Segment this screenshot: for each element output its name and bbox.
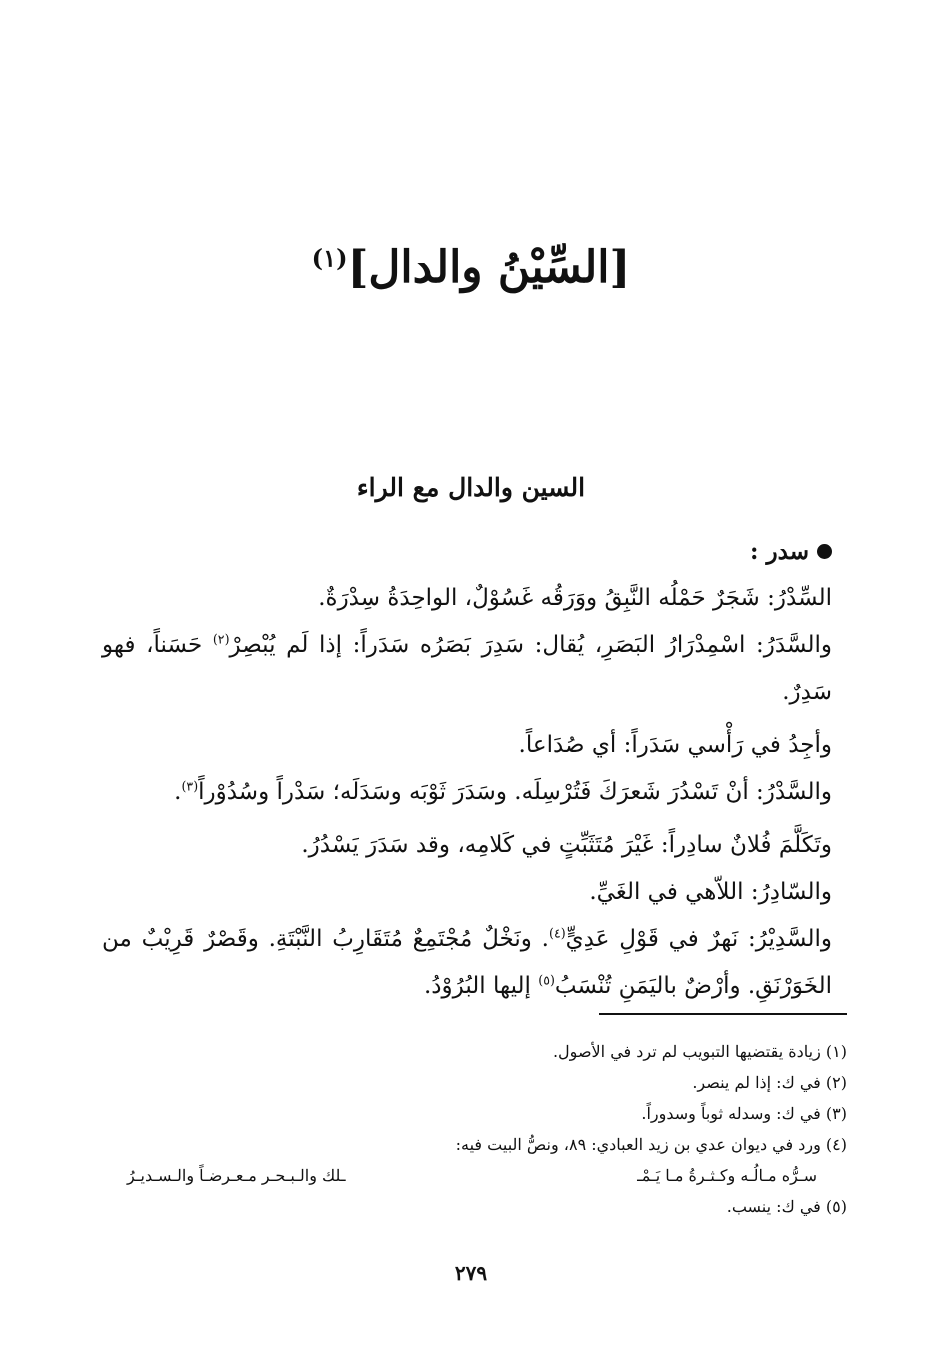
footnote: (٢) في ك: إذا لم ينصر.	[692, 1073, 847, 1092]
paragraph	[102, 822, 832, 869]
paragraph	[102, 722, 832, 769]
paragraph	[102, 622, 832, 716]
footnote: (١) زيادة يقتضيها التبويب لم ترد في الأصول.	[552, 1042, 847, 1061]
paragraph	[102, 769, 832, 816]
entry-headword: سدر :	[750, 538, 809, 565]
section-heading: السين والدال مع الراء	[356, 473, 586, 502]
paragraph-text: والسَّدِيْرُ: نَهرٌ في قَوْلِ عَدِيٍّ	[565, 926, 832, 952]
paragraph-text: حَسَناً، فهو سَدِرٌ.	[102, 632, 832, 705]
chapter-title-text: [السِّيْنُ والدال]	[347, 242, 631, 293]
verse-second-hemistich: ـلك والـبـحـر مـعـرضـاً والـسـديـرُ	[127, 1166, 346, 1185]
paragraph-text: والسَّدْرُ: أنْ تَسْدُرَ شَعرَكَ فَتُرْسِلَه. وسَدَرَ ثَوْبَه وسَدَلَه؛ سَدْراً وسُدُوْراً	[198, 779, 832, 805]
footnote-ref: (٣)	[181, 778, 199, 794]
verse-first-hemistich: سـرُّه مـالُـه وكـثـرةُ مـا يَـمْـ	[637, 1166, 817, 1185]
footnote-divider	[599, 1013, 847, 1015]
page-number: ٢٧٩	[454, 1261, 488, 1285]
footnote: (٤) ورد في ديوان عدي بن زيد العبادي: ٨٩، ونصُّ البيت فيه:	[455, 1135, 847, 1154]
chapter-title	[0, 238, 942, 298]
dictionary-entry	[102, 528, 832, 1010]
entry-headword-line	[102, 528, 832, 575]
bullet-icon	[817, 544, 832, 559]
paragraph	[102, 575, 832, 622]
paragraph-text: .	[174, 779, 182, 805]
paragraph-text: وتَكَلَّمَ فُلانٌ سادِراً: غَيْرَ مُتَثَبِّتٍ في كَلامِه، وقد سَدَرَ يَسْدُرُ.	[301, 832, 832, 858]
paragraph	[102, 916, 832, 1010]
footnote-ref: (٥)	[538, 972, 555, 988]
paragraph	[102, 869, 832, 916]
footnotes	[87, 1036, 847, 1222]
footnote: (٣) في ك: وسدله ثوباً وسدوراً.	[641, 1104, 847, 1123]
footnote-ref: (٤)	[549, 925, 566, 941]
footnote-ref: (٢)	[212, 631, 230, 647]
paragraph-text: . ونَخْلٌ مُجْتَمِعٌ مُتَقَارِبُ النَّبْتَةِ. وقَصْرٌ قَرِيْبٌ من الخَوَرْنَقِ. وأرْضٌ باليَمَنِ تُنْسَبُ	[102, 926, 832, 999]
paragraph-text: والسّادِرُ: اللاّهي في الغَيِّ.	[589, 879, 832, 905]
paragraph-text: والسَّدَرُ: اسْمِدْرَارُ البَصَرِ، يُقال: سَدِرَ بَصَرُه سَدَراً: إذا لَم يُبْصِرْ	[229, 632, 832, 658]
paragraph-text: إليها البُرُوْدُ.	[423, 973, 539, 999]
chapter-footnote-ref: (١)	[311, 243, 348, 273]
paragraph-text: السِّدْرُ: شَجَرٌ حَمْلُه النَّبِقُ ووَرَقُه غَسُوْلٌ، الواحِدَةُ سِدْرَةٌ.	[318, 585, 832, 611]
paragraph-text: وأجِدُ في رَأْسي سَدَراً: أي صُدَاعاً.	[518, 732, 832, 758]
footnote: (٥) في ك: ينسب.	[726, 1197, 847, 1216]
verse	[87, 1160, 847, 1191]
